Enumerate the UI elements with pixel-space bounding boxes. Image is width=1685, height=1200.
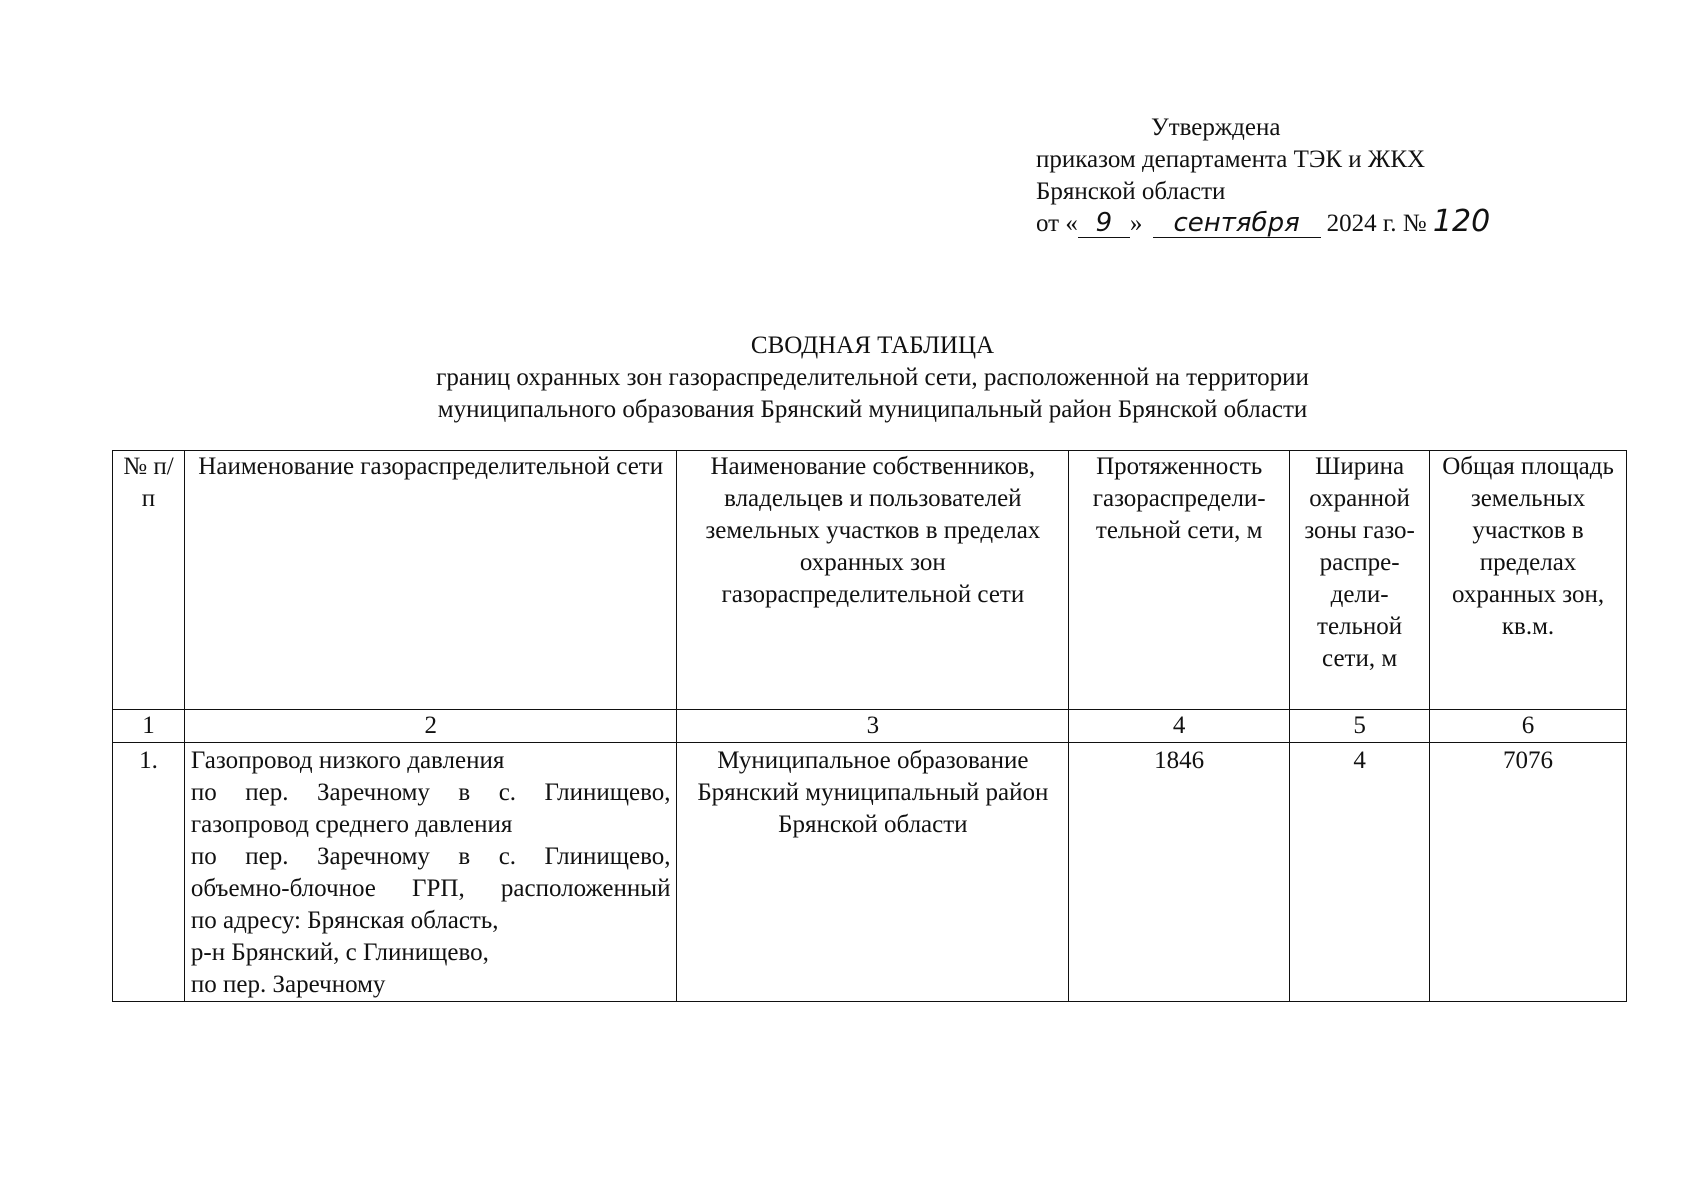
column-number-row (113, 710, 1627, 743)
network-name-line: Газопровод низкого давления (190, 747, 505, 774)
summary-table (112, 450, 1627, 1002)
column-number: 2 (184, 710, 677, 743)
approval-region-line: Брянской области (1036, 178, 1226, 205)
table-header-row (113, 451, 1627, 710)
header-length: Протяженность газораспредели-тельной сети, м (1069, 451, 1290, 710)
approval-order-line: приказом департамента ТЭК и ЖКХ (1036, 146, 1426, 173)
network-name-line: по адресу: Брянская область, (190, 907, 499, 934)
network-name-line: р-н Брянский, с Глинищево, (190, 939, 489, 966)
document-subtitle-line-1: границ охранных зон газораспределительной сети, расположенной на территории (436, 364, 1309, 391)
table-row (113, 743, 1627, 1002)
header-owners: Наименование собственников, владельцев и пользователей земельных участков в пределах охранных зон газораспределительной сети (677, 451, 1069, 710)
column-number: 4 (1069, 710, 1290, 743)
row-number: 1. (113, 743, 185, 1002)
date-mid: » (1129, 210, 1143, 237)
header-number: № п/п (113, 451, 185, 710)
handwritten-number: 120 (1432, 204, 1491, 239)
length-cell: 1846 (1069, 743, 1290, 1002)
network-name-cell (184, 743, 677, 1002)
approval-title: Утверждена (1151, 114, 1281, 141)
document-subtitle-line-2: муниципального образования Брянский муниципальный район Брянской области (437, 396, 1308, 423)
header-total-area: Общая площадь земельных участков в пределах охранных зон, кв.м. (1430, 451, 1627, 710)
owners-cell: Муниципальное образование Брянский муниципальный район Брянской области (677, 743, 1069, 1002)
column-number: 1 (113, 710, 185, 743)
total-area-cell: 7076 (1430, 743, 1627, 1002)
network-name-line: по пер. Заречному в с. Глинищево, (190, 843, 671, 870)
column-number: 5 (1290, 710, 1430, 743)
network-name-line: по пер. Заречному (190, 971, 386, 998)
handwritten-month: сентября (1153, 209, 1321, 238)
header-network-name: Наименование газораспределительной сети (184, 451, 677, 710)
network-name-line: объемно-блочное ГРП, расположенный (190, 875, 671, 902)
date-prefix: от « (1036, 210, 1078, 237)
header-zone-width: Ширина охранной зоны газо-распре-дели-тельной сети, м (1290, 451, 1430, 710)
zone-width-cell: 4 (1290, 743, 1430, 1002)
number-label: № (1402, 210, 1427, 237)
date-year: 2024 г. (1326, 210, 1397, 237)
network-name-line: газопровод среднего давления (190, 811, 513, 838)
network-name-line: по пер. Заречному в с. Глинищево, (190, 779, 671, 806)
approval-date-line (1036, 204, 1503, 240)
column-number: 3 (677, 710, 1069, 743)
document-title: СВОДНАЯ ТАБЛИЦА (750, 332, 995, 359)
handwritten-day: 9 (1078, 209, 1130, 238)
document-title-block (0, 330, 1685, 426)
column-number: 6 (1430, 710, 1627, 743)
approval-block (1036, 112, 1503, 240)
